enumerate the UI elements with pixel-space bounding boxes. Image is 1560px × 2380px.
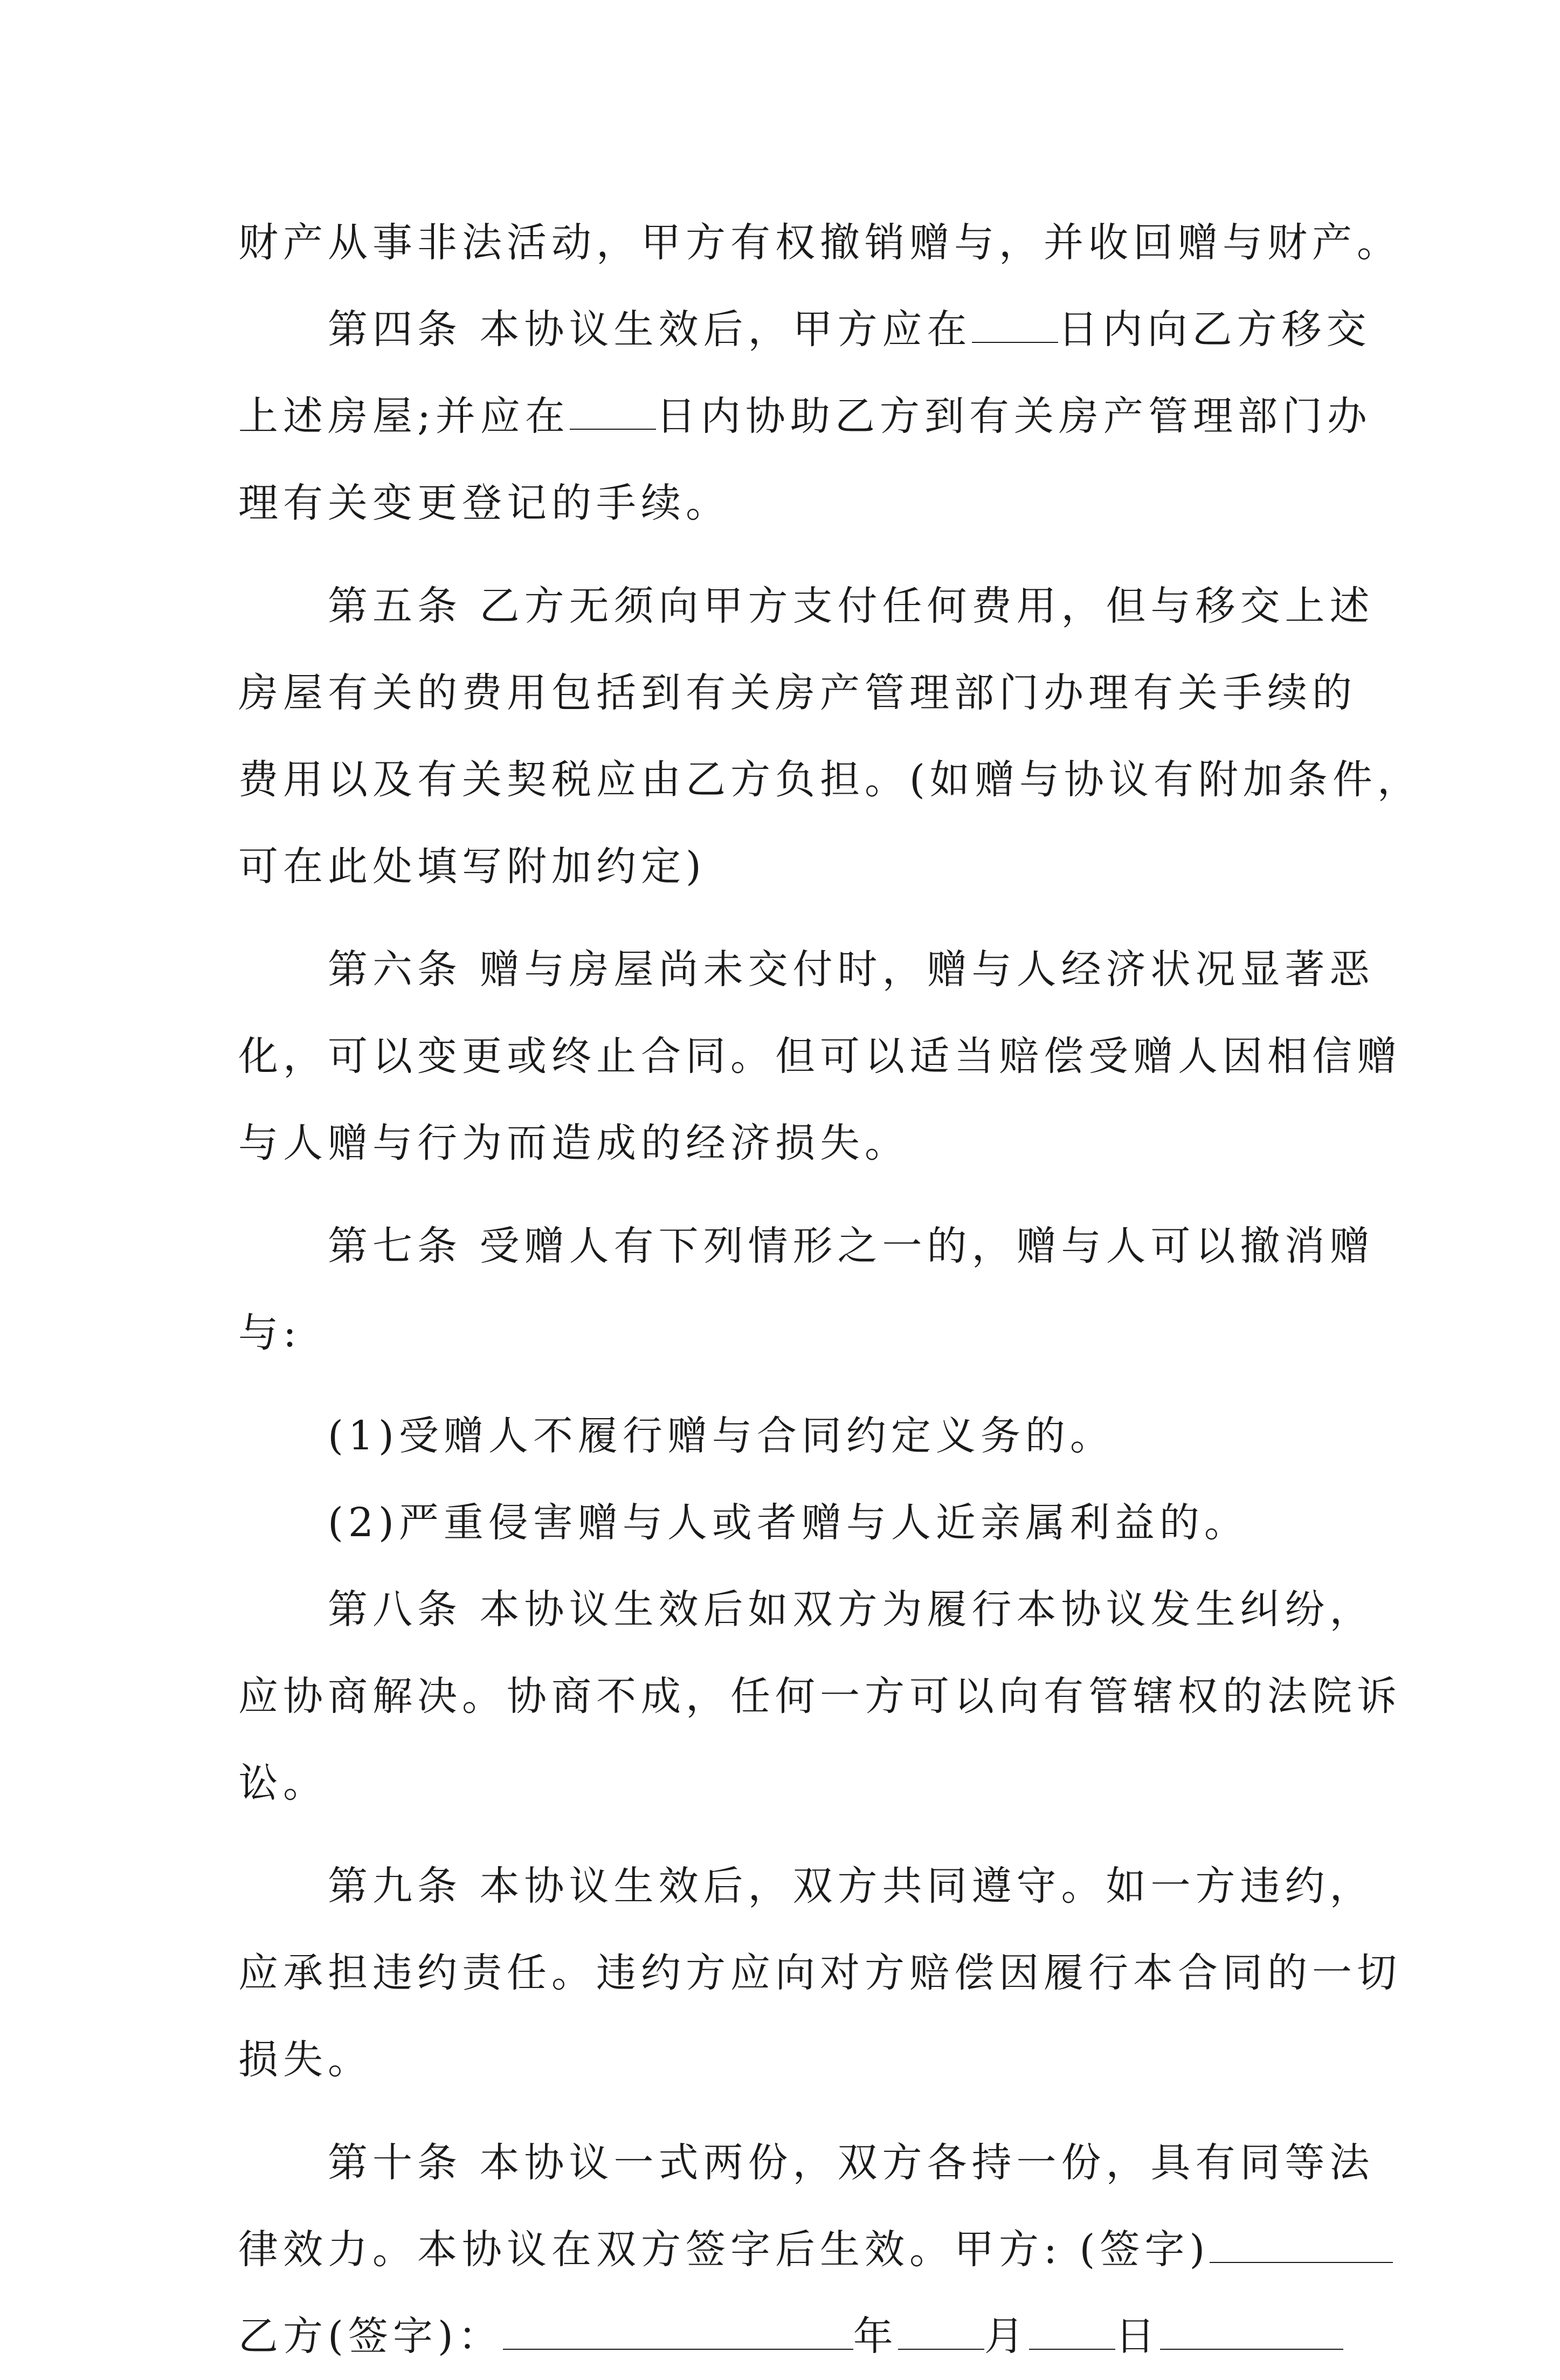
text-line: 第五条 乙方无须向甲方支付任何费用，但与移交上述: [328, 583, 1375, 629]
date-blank: [898, 2316, 984, 2350]
paragraph-gap: [238, 910, 1327, 926]
text-line: 第六条 赠与房屋尚未交付时，赠与人经济状况显著恶: [328, 946, 1375, 993]
text-line: 讼。: [238, 1760, 328, 1806]
signature-blank: [1210, 2230, 1393, 2263]
text-segment: 乙方(签字)：: [238, 2313, 503, 2360]
text-line: 第八条 本协议生效后如双方为履行本协议发生纠纷，: [328, 1586, 1375, 1633]
date-month-label: 月: [984, 2313, 1029, 2360]
paragraph-gap: [238, 2103, 1327, 2120]
text-line: 第十条 本协议一式两份，双方各持一份，具有同等法: [328, 2140, 1375, 2186]
paragraph-gap: [238, 1827, 1327, 1843]
date-day-label: 日: [1115, 2313, 1160, 2360]
date-blank: [1160, 2316, 1343, 2350]
paragraph-gap: [238, 547, 1327, 563]
text-segment: 上述房屋;并应在: [238, 393, 570, 439]
text-line: 应承担违约责任。违约方应向对方赔偿因履行本合同的一切: [238, 1950, 1402, 1996]
text-line: 理有关变更登记的手续。: [238, 480, 730, 526]
contract-body: [238, 200, 1422, 2380]
text-segment: 日内向乙方移交: [1058, 306, 1371, 353]
text-segment: 律效力。本协议在双方签字后生效。甲方: (签字): [238, 2226, 1210, 2273]
list-item: (1)受赠人不履行赠与合同约定义务的。: [328, 1413, 1115, 1459]
article-4-line-1: [238, 286, 1371, 373]
text-line: 第七条 受赠人有下列情形之一的，赠与人可以撤消赠: [328, 1223, 1375, 1269]
paragraph-gap: [238, 1187, 1327, 1203]
text-line: 费用以及有关契税应由乙方负担。(如赠与协议有附加条件，: [238, 756, 1422, 803]
text-line: 化，可以变更或终止合同。但可以适当赔偿受赠人因相信赠: [238, 1033, 1402, 1079]
paragraph-gap: [238, 1377, 1327, 1393]
article-4-line-2: [238, 373, 1372, 460]
fill-blank: [570, 396, 656, 430]
list-item: (2)严重侵害赠与人或者赠与人近亲属利益的。: [328, 1499, 1249, 1546]
text-line: 应协商解决。协商不成，任何一方可以向有管辖权的法院诉: [238, 1673, 1402, 1719]
fill-blank: [972, 309, 1058, 343]
text-segment: 日内协助乙方到有关房产管理部门办: [655, 393, 1372, 439]
signature-line-party-b: [238, 2293, 1327, 2380]
date-blank: [1029, 2316, 1115, 2350]
text-line: 房屋有关的费用包括到有关房产管理部门办理有关手续的: [238, 670, 1357, 716]
text-segment: 第四条 本协议生效后，甲方应在: [328, 306, 972, 353]
text-line: 与:: [238, 1310, 301, 1356]
text-line: 财产从事非法活动，甲方有权撤销赠与，并收回赠与财产。: [238, 219, 1402, 266]
signature-blank: [503, 2316, 853, 2350]
text-line: 损失。: [238, 2037, 372, 2083]
text-line: 可在此处填写附加约定): [238, 843, 706, 890]
date-year-label: 年: [853, 2313, 898, 2360]
text-line: 与人赠与行为而造成的经济损失。: [238, 1120, 909, 1166]
signature-line-party-a: [238, 2206, 1327, 2293]
text-line: 第九条 本协议生效后，双方共同遵守。如一方违约，: [328, 1863, 1375, 1909]
